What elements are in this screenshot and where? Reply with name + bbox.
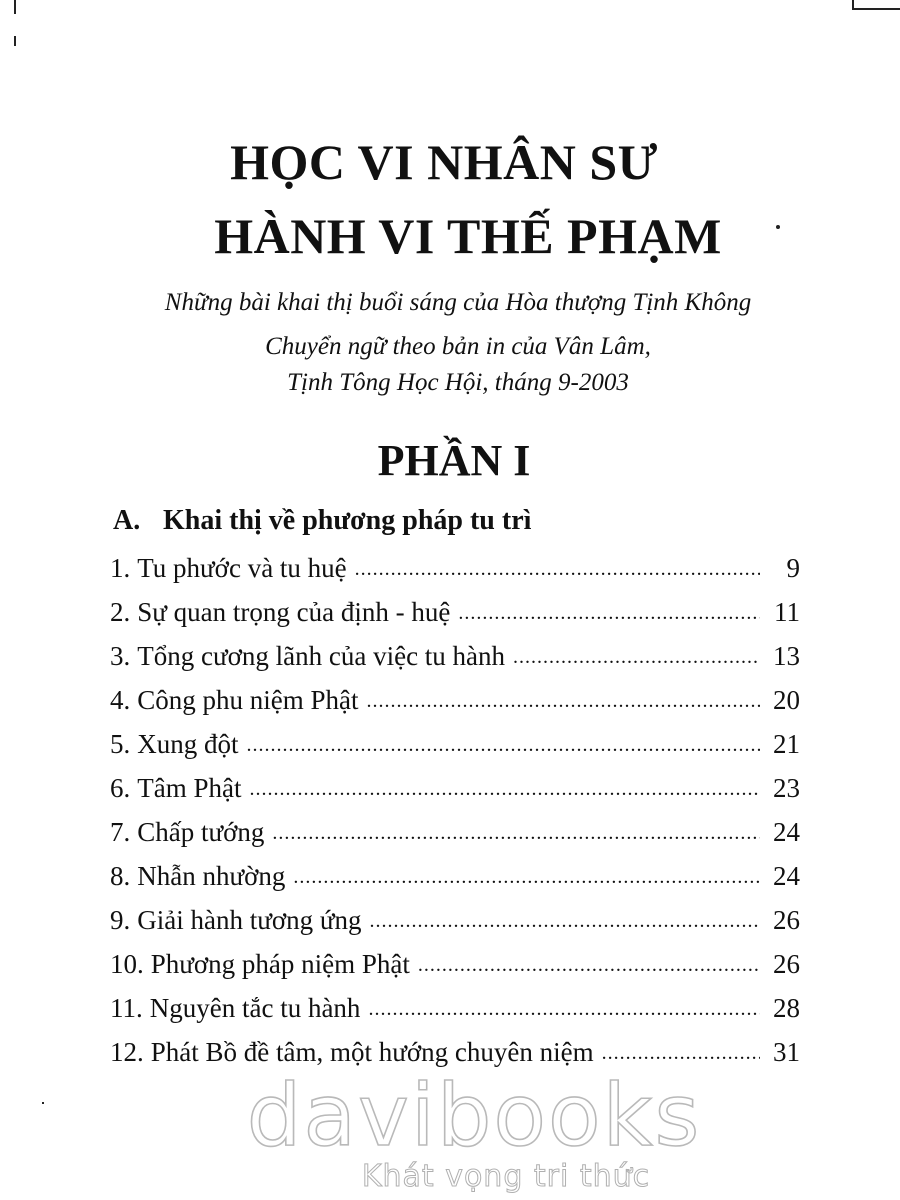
- toc-entry-page: 23: [773, 773, 800, 803]
- toc-entry-title: Phát Bồ đề tâm, một hướng chuyên niệm: [150, 1037, 594, 1067]
- toc-entry-number: 2.: [110, 597, 131, 627]
- toc-entry: [110, 768, 800, 812]
- toc-entry-number: 1.: [110, 553, 131, 583]
- dot-leader: [368, 989, 760, 1029]
- dot-leader: [513, 637, 760, 677]
- toc-entry: [110, 812, 800, 856]
- toc-entry: [110, 548, 800, 592]
- toc-entry: [110, 944, 800, 988]
- toc-entry-number: 4.: [110, 685, 131, 715]
- dot-leader: [355, 549, 760, 589]
- toc-entry-number: 6.: [110, 773, 131, 803]
- toc-entry-title: Chấp tướng: [137, 817, 265, 847]
- dot-leader: [418, 945, 760, 985]
- toc-entry-page: 24: [773, 817, 800, 847]
- toc-entry-title: Công phu niệm Phật: [137, 685, 359, 715]
- toc-entry-title: Nguyên tắc tu hành: [149, 993, 361, 1023]
- toc-entry-title: Nhẫn nhường: [137, 861, 286, 891]
- table-of-contents: [110, 548, 800, 1076]
- toc-entry-page: 9: [786, 553, 800, 583]
- toc-entry-page: 21: [773, 729, 800, 759]
- toc-entry-number: 7.: [110, 817, 131, 847]
- book-title-line-2: HÀNH VI THẾ PHẠM: [214, 208, 722, 264]
- toc-entry: [110, 900, 800, 944]
- toc-entry-page: 28: [773, 993, 800, 1023]
- book-title-line-1: HỌC VI NHÂN SƯ: [230, 134, 658, 190]
- toc-entry: [110, 680, 800, 724]
- toc-entry-page: 26: [773, 949, 800, 979]
- dot-leader: [293, 857, 760, 897]
- toc-entry-number: 5.: [110, 729, 131, 759]
- davibooks-watermark-logo: davibooks: [246, 1066, 702, 1166]
- dot-leader: [272, 813, 760, 853]
- toc-entry-title: Sự quan trọng của định - huệ: [137, 597, 451, 627]
- toc-entry-number: 9.: [110, 905, 131, 935]
- toc-entry-page: 26: [773, 905, 800, 935]
- toc-entry-title: Phương pháp niệm Phật: [150, 949, 410, 979]
- toc-entry-number: 11.: [110, 993, 143, 1023]
- section-letter: A.: [113, 505, 141, 536]
- dot-leader: [602, 1033, 760, 1073]
- toc-entry-page: 11: [774, 597, 800, 627]
- toc-entry-page: 20: [773, 685, 800, 715]
- toc-entry: [110, 856, 800, 900]
- scan-artifact-mark: [14, 0, 16, 14]
- dot-leader: [249, 769, 760, 809]
- dot-leader: [247, 725, 761, 765]
- toc-entry-page: 13: [773, 641, 800, 671]
- subtitle-line-2: Chuyển ngữ theo bản in của Vân Lâm,: [265, 333, 651, 360]
- toc-entry-title: Xung đột: [137, 729, 239, 759]
- toc-entry: [110, 592, 800, 636]
- part-title: PHẦN I: [377, 436, 531, 485]
- davibooks-watermark-tagline: Khát vọng tri thức: [361, 1159, 651, 1194]
- toc-entry-number: 12.: [110, 1037, 144, 1067]
- toc-entry-title: Tâm Phật: [137, 773, 242, 803]
- subtitle-line-3: Tịnh Tông Học Hội, tháng 9-2003: [287, 369, 629, 396]
- toc-entry-number: 3.: [110, 641, 131, 671]
- toc-entry-page: 31: [773, 1037, 800, 1067]
- scan-artifact-mark: [852, 8, 900, 10]
- toc-entry-number: 8.: [110, 861, 131, 891]
- scan-artifact-mark: [14, 36, 16, 46]
- scan-artifact-dot: [42, 1102, 44, 1104]
- toc-entry: [110, 636, 800, 680]
- toc-entry: [110, 1032, 800, 1076]
- scan-artifact-mark: [852, 0, 854, 10]
- section-heading: [113, 504, 531, 538]
- toc-entry-title: Tu phước và tu huệ: [137, 553, 347, 583]
- toc-entry-page: 24: [773, 861, 800, 891]
- toc-entry-number: 10.: [110, 949, 144, 979]
- subtitle-line-1: Những bài khai thị buổi sáng của Hòa thượng Tịnh Không: [164, 289, 752, 316]
- toc-entry: [110, 724, 800, 768]
- dot-leader: [370, 901, 760, 941]
- toc-entry: [110, 988, 800, 1032]
- dot-leader: [367, 681, 761, 721]
- dot-leader: [458, 593, 760, 633]
- section-title: Khai thị về phương pháp tu trì: [163, 505, 532, 536]
- toc-entry-title: Giải hành tương ứng: [137, 905, 362, 935]
- toc-entry-title: Tổng cương lãnh của việc tu hành: [137, 641, 506, 671]
